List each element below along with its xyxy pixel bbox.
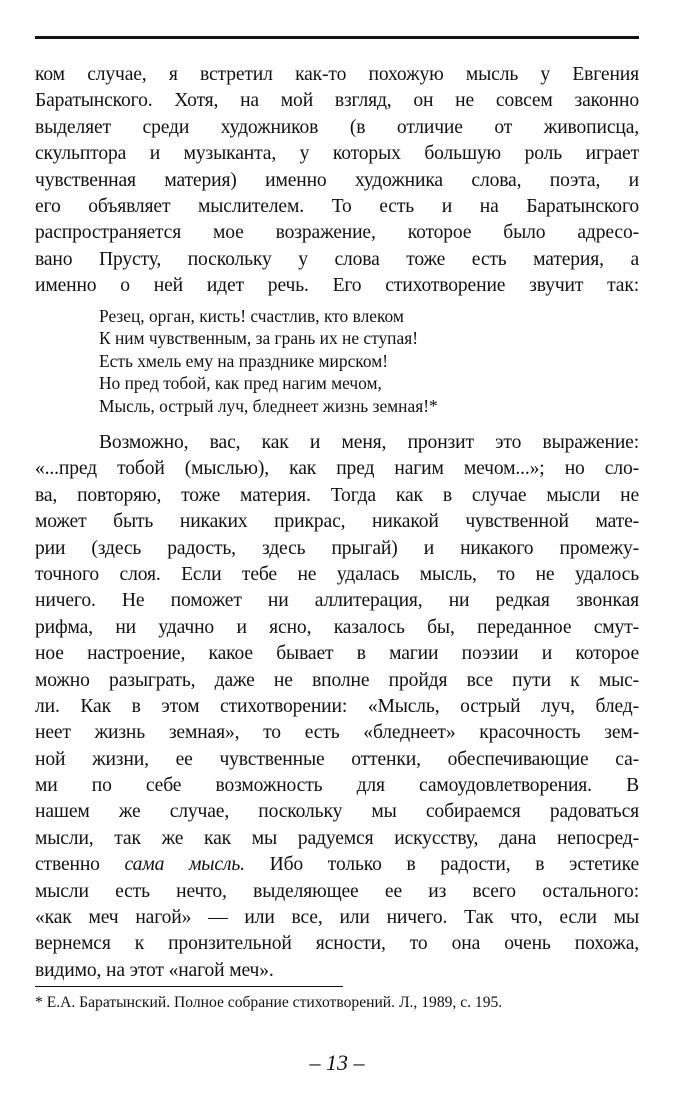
top-rule [35,36,639,39]
footnote-rule [35,986,343,987]
text-line: чувственная материя) именно художника слова, поэта, и [35,169,639,191]
text-line: ком случае, я встретил как-то похожую мысль у Евгения [35,64,639,85]
page-number-dash-right: – [353,1050,365,1075]
text-line: нашем же случае, поскольку мы собираемся радоваться [35,801,639,823]
text-line: его объявляет мыслителем. То есть и на Баратынского [35,195,639,217]
poem-quote [35,305,639,418]
text-line-with-emphasis [35,852,639,878]
text-line: ва, повторяю, тоже материя. Тогда как в случае мысли не [35,484,639,506]
text-line: ной жизни, ее чувственные оттенки, обеспечивающие са- [35,748,639,770]
page-number-dash-left: – [309,1050,321,1075]
text-fragment: Ибо только в радости, в эстетике [244,854,639,876]
text-line: мысли, так же как мы радуемся искусству, дана непосред- [35,827,639,849]
text-line: вано Прусту, поскольку у слова тоже есть материя, а [35,248,639,270]
text-line: рии (здесь радость, здесь прыгай) и никакого промежу- [35,537,639,559]
text-line: ли. Как в этом стихотворении: «Мысль, острый луч, блед- [35,695,639,717]
text-line: можно разыграть, даже не вполне пройдя все пути к мыс- [35,669,639,691]
text-fragment: ственно [35,854,125,876]
text-line: именно о ней идет речь. Его стихотворение звучит так: [35,275,639,297]
text-line: мысли есть нечто, выделяющее ее из всего остального: [35,880,639,902]
text-line: может быть никаких прикрас, никакой чувственной мате- [35,511,639,533]
text-line: видимо, на этот «нагой меч». [35,959,274,981]
page-body [35,62,639,984]
paragraph-2 [35,430,639,984]
poem-line: Резец, орган, кисть! счастлив, кто влеком [99,305,404,326]
text-line: Возможно, вас, как и меня, пронзит это выражение: [99,432,639,454]
text-line: распространяется мое возражение, которое было адресо- [35,222,639,244]
footnote: * Е.А. Баратынский. Полное собрание стихотворений. Л., 1989, с. 195. [35,994,503,1011]
text-line: вернемся к пронзительной ясности, то она очень похожа, [35,933,639,955]
poem-line: К ним чувственным, за грань их не ступая! [99,328,419,349]
text-line: неет жизнь земная», то есть «бледнеет» красочность зем- [35,722,639,744]
text-line: ми по себе возможность для самоудовлетворения. В [35,775,639,797]
poem-line: Но пред тобой, как пред нагим мечом, [99,373,382,394]
text-line: рифма, ни удачно и ясно, казалось бы, переданное смут- [35,616,639,638]
page-number [0,1050,674,1076]
text-line: скульптора и музыканта, у которых большую роль играет [35,143,639,165]
text-line: ничего. Не поможет ни аллитерация, ни редкая звонкая [35,590,639,612]
text-line: точного слоя. Если тебе не удалась мысль, то не удалось [35,563,639,585]
text-line: «...пред тобой (мыслью), как пред нагим мечом...»; но сло- [35,458,639,480]
text-line: Баратынского. Хотя, на мой взгляд, он не совсем законно [35,90,639,112]
text-line: «как меч нагой» — или все, или ничего. Так что, если мы [35,907,639,929]
poem-line: Есть хмель ему на празднике мирском! [99,350,389,371]
text-line: ное настроение, какое бывает в магии поэзии и которое [35,643,639,665]
paragraph-1 [35,62,639,300]
poem-line: Мысль, острый луч, бледнеет жизнь земная!* [99,395,438,416]
emphasis-sama-mysl: сама мысль. [124,854,245,876]
text-line: выделяет среди художников (в отличие от живописца, [35,116,639,138]
page-number-value: 13 [326,1050,348,1075]
